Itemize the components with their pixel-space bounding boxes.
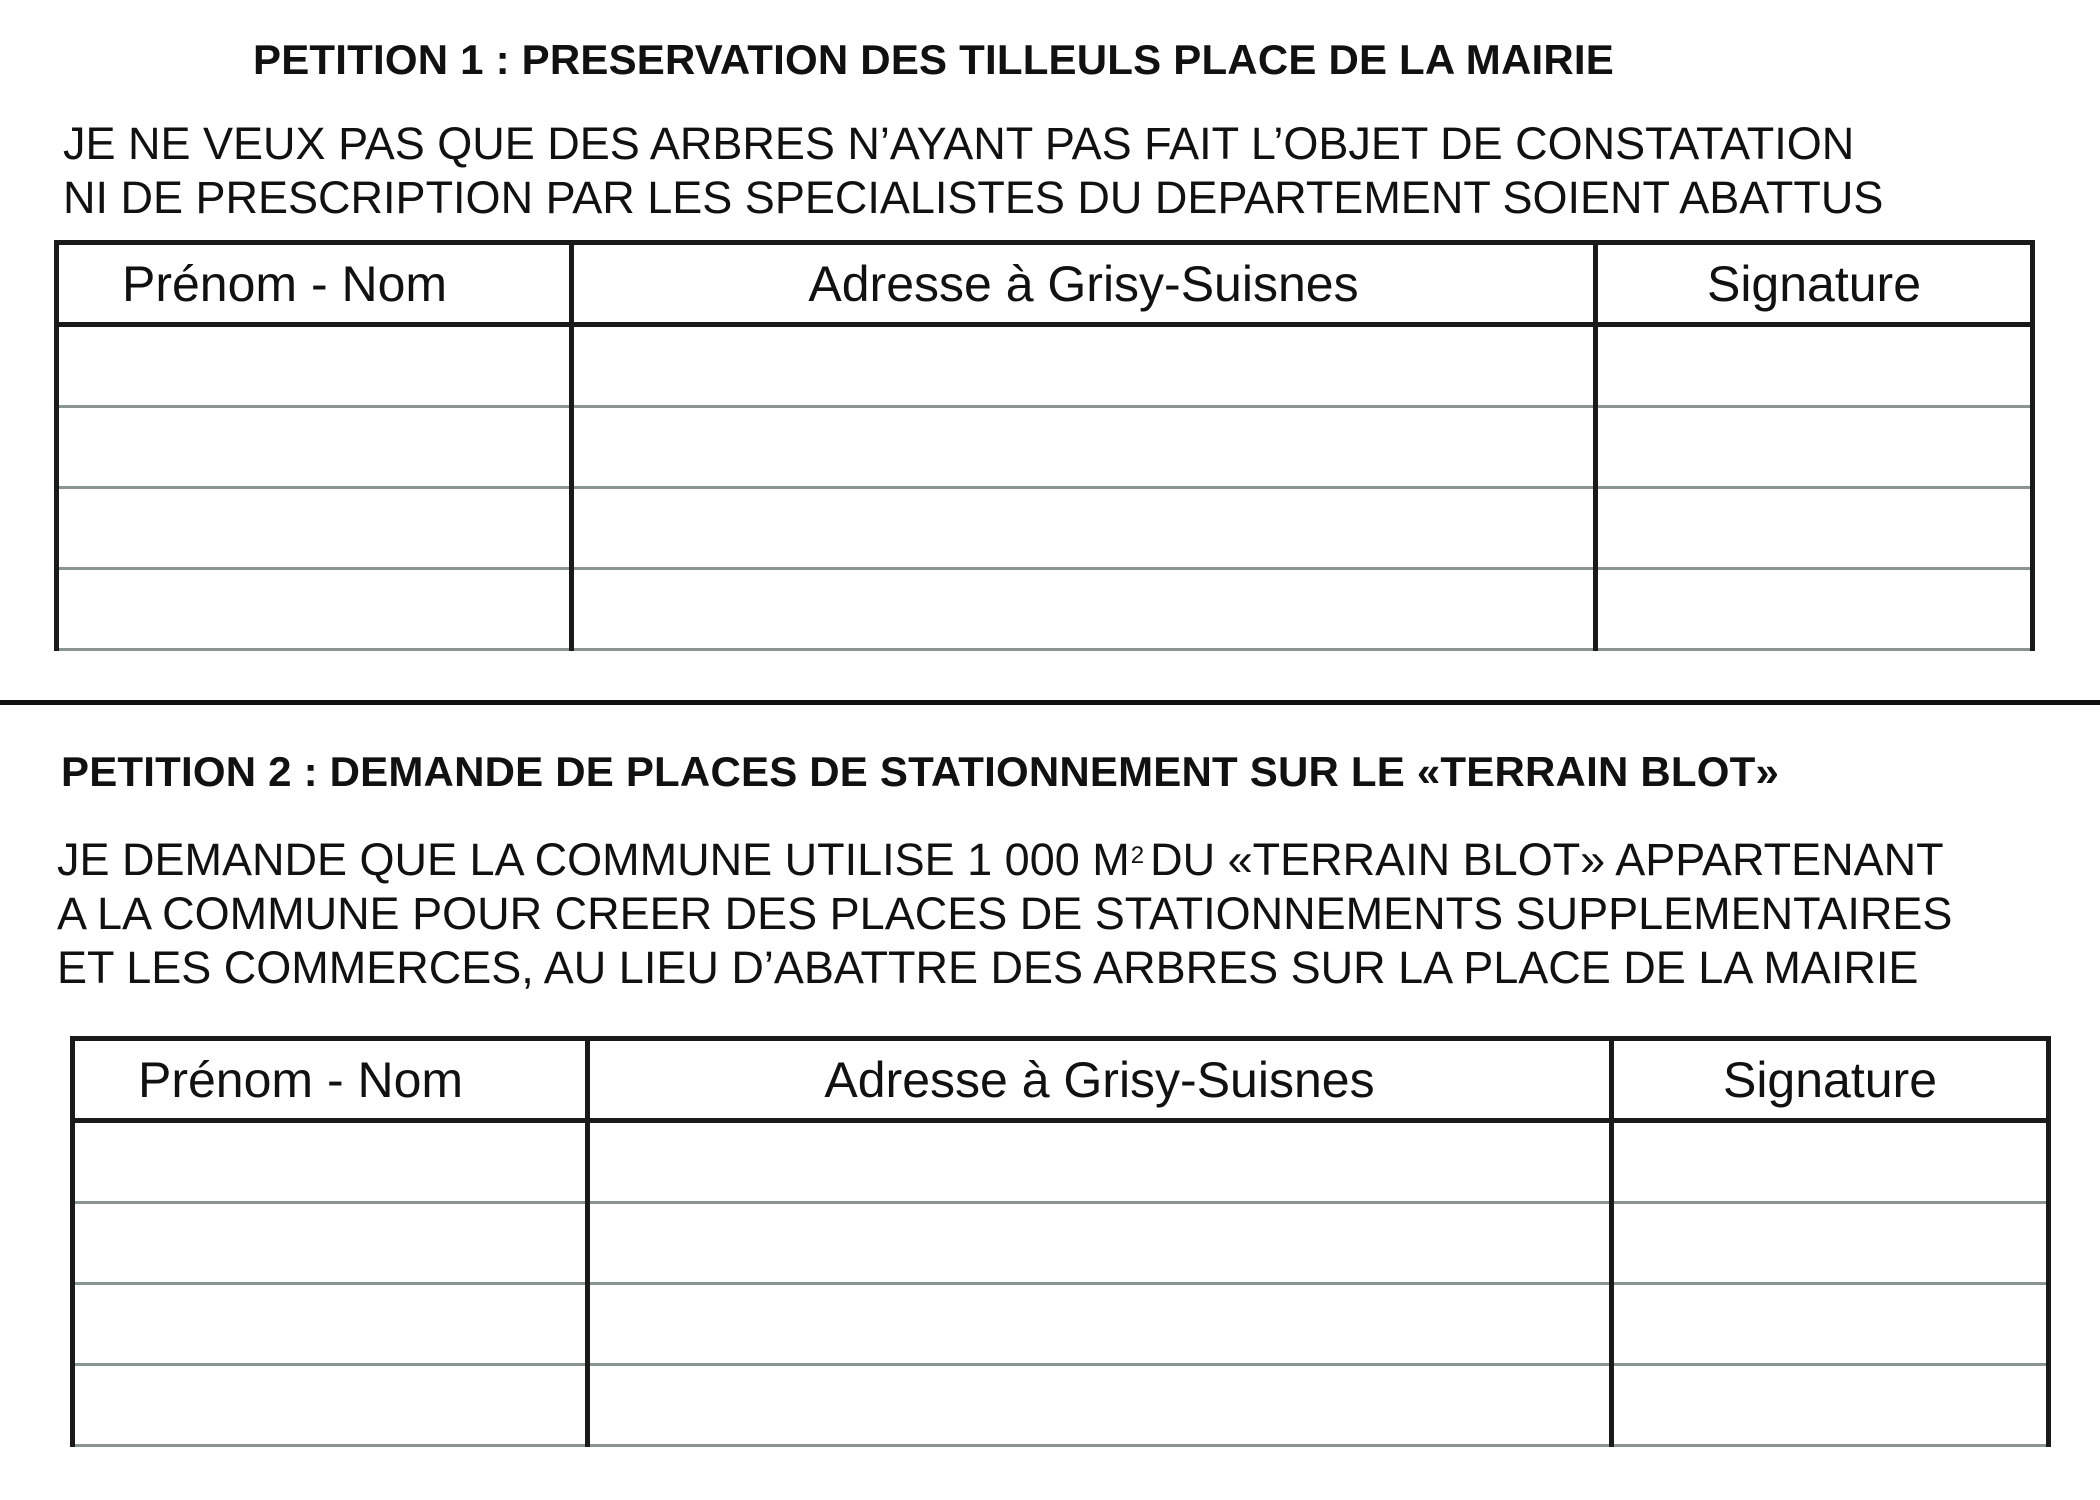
prenom-nom-cell[interactable] [73, 1203, 588, 1284]
table-header-row [57, 243, 2033, 325]
table-row [73, 1203, 2049, 1284]
petition-2-signature-table [70, 1036, 2051, 1447]
header-prenom-nom: Prénom - Nom [57, 243, 572, 325]
signature-cell[interactable] [1612, 1365, 2049, 1446]
table-row [73, 1365, 2049, 1446]
prenom-nom-cell[interactable] [73, 1284, 588, 1365]
table-row [57, 569, 2033, 650]
prenom-nom-cell[interactable] [57, 325, 572, 407]
prenom-nom-cell[interactable] [57, 407, 572, 488]
adresse-cell[interactable] [588, 1284, 1612, 1365]
statement-line: A LA COMMUNE POUR CREER DES PLACES DE STATIONNEMENTS SUPPLEMENTAIRES [57, 888, 1953, 939]
statement-text: JE DEMANDE QUE LA COMMUNE UTILISE 1 000 M [57, 834, 1130, 885]
prenom-nom-cell[interactable] [73, 1121, 588, 1203]
table-row [57, 407, 2033, 488]
adresse-cell[interactable] [588, 1121, 1612, 1203]
table-header-row [73, 1039, 2049, 1121]
statement-line: NI DE PRESCRIPTION PAR LES SPECIALISTES DU DEPARTEMENT SOIENT ABATTUS [63, 172, 1884, 223]
signature-cell[interactable] [1612, 1284, 2049, 1365]
petition-1-title: PETITION 1 : PRESERVATION DES TILLEULS PLACE DE LA MAIRIE [253, 36, 1614, 83]
signature-cell[interactable] [1596, 407, 2033, 488]
signature-cell[interactable] [1596, 325, 2033, 407]
adresse-cell[interactable] [572, 569, 1596, 650]
adresse-cell[interactable] [588, 1203, 1612, 1284]
prenom-nom-cell[interactable] [57, 488, 572, 569]
table-row [57, 325, 2033, 407]
adresse-cell[interactable] [572, 325, 1596, 407]
petition-1-signature-table [54, 240, 2035, 651]
petition-2-statement [57, 833, 1952, 995]
petition-1-statement [63, 117, 1883, 225]
table-row [57, 488, 2033, 569]
statement-line [57, 833, 1952, 887]
header-adresse: Adresse à Grisy-Suisnes [588, 1039, 1612, 1121]
statement-text: DU «TERRAIN BLOT» APPARTENANT [1150, 834, 1944, 885]
superscript-2: 2 [1130, 842, 1145, 869]
header-prenom-nom: Prénom - Nom [73, 1039, 588, 1121]
signature-cell[interactable] [1596, 569, 2033, 650]
table-row [73, 1121, 2049, 1203]
signature-cell[interactable] [1612, 1203, 2049, 1284]
header-adresse: Adresse à Grisy-Suisnes [572, 243, 1596, 325]
signature-cell[interactable] [1596, 488, 2033, 569]
section-divider [0, 700, 2100, 705]
header-signature: Signature [1596, 243, 2033, 325]
adresse-cell[interactable] [588, 1365, 1612, 1446]
prenom-nom-cell[interactable] [73, 1365, 588, 1446]
prenom-nom-cell[interactable] [57, 569, 572, 650]
header-signature: Signature [1612, 1039, 2049, 1121]
table-row [73, 1284, 2049, 1365]
statement-line: ET LES COMMERCES, AU LIEU D’ABATTRE DES ARBRES SUR LA PLACE DE LA MAIRIE [57, 942, 1919, 993]
adresse-cell[interactable] [572, 407, 1596, 488]
adresse-cell[interactable] [572, 488, 1596, 569]
petition-2-title: PETITION 2 : DEMANDE DE PLACES DE STATIONNEMENT SUR LE «TERRAIN BLOT» [61, 748, 1780, 795]
signature-cell[interactable] [1612, 1121, 2049, 1203]
statement-line: JE NE VEUX PAS QUE DES ARBRES N’AYANT PAS FAIT L’OBJET DE CONSTATATION [63, 118, 1855, 169]
